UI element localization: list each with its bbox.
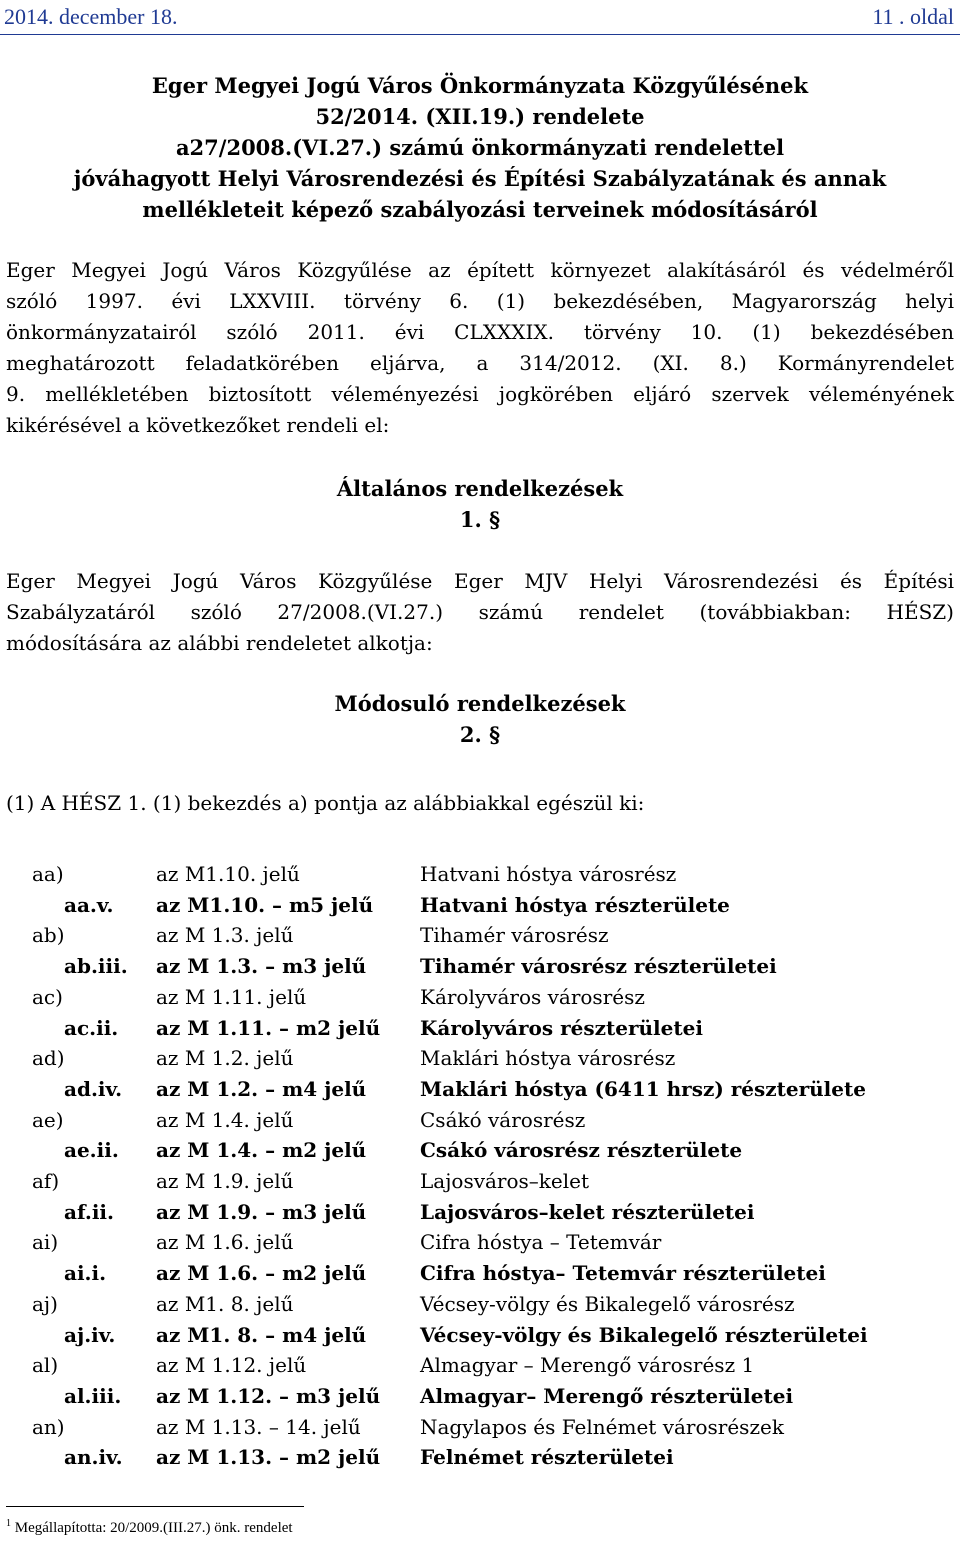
row-name: Cifra hóstya– Tetemvár részterületei: [420, 1261, 826, 1286]
preamble-line: 9. mellékletében biztosított véleményezési jogkörében eljáró szervek véleményének: [6, 382, 954, 406]
section-number-text: 2.: [459, 722, 490, 747]
row-name: Felnémet részterületei: [420, 1445, 674, 1470]
row-name: Csákó városrész részterülete: [420, 1138, 743, 1163]
row-code: az M 1.13. – m2 jelű: [156, 1445, 381, 1470]
row-code: az M 1.12. jelű: [156, 1353, 307, 1378]
row-name: Csákó városrész: [420, 1107, 586, 1132]
row-id: ad): [32, 1046, 65, 1071]
row-code: az M 1.12. – m3 jelű: [156, 1383, 381, 1408]
row-code: az M1. 8. jelű: [156, 1291, 294, 1316]
preamble-line: szóló 1997. évi LXXVIII. törvény 6. (1) bekezdésében, Magyarország helyi: [6, 289, 954, 313]
section-1-heading: Általános rendelkezések: [336, 476, 624, 501]
row-id: al): [32, 1353, 59, 1378]
row-code: az M1.10. – m5 jelű: [156, 892, 374, 917]
row-name: Lajosváros–kelet: [420, 1169, 590, 1193]
section-number-text: 1.: [459, 507, 490, 532]
footnote-mark: 1: [6, 1518, 11, 1529]
header-date: 2014. december 18.: [4, 4, 178, 29]
row-code: az M 1.6. jelű: [156, 1230, 294, 1255]
row-code: az M 1.9. jelű: [156, 1169, 294, 1193]
row-code: az M 1.13. – 14. jelű: [156, 1414, 361, 1439]
header-divider: [0, 34, 960, 35]
row-name: Károlyváros városrész: [420, 984, 645, 1009]
row-code: az M1. 8. – m4 jelű: [156, 1322, 367, 1347]
row-code: az M 1.11. – m2 jelű: [156, 1015, 381, 1040]
paragraph-line: Eger Megyei Jogú Város Közgyűlése Eger MJV Helyi Városrendezési és Építési: [6, 569, 954, 593]
footnote-text: Megállapította: 20/2009.(III.27.) önk. rendelet: [11, 1520, 293, 1536]
row-name: Lajosváros–kelet részterületei: [420, 1199, 755, 1224]
row-id: ae.ii.: [64, 1138, 119, 1163]
row-id: af.ii.: [64, 1199, 114, 1224]
row-id: ad.iv.: [64, 1076, 123, 1101]
row-name: Maklári hóstya (6411 hrsz) részterülete: [420, 1076, 866, 1101]
row-name: Tihamér városrész részterületei: [420, 954, 777, 979]
row-id: aj.iv.: [64, 1322, 116, 1347]
paragraph-line: módosítására az alábbi rendeletet alkotja:: [6, 631, 433, 655]
row-name: Maklári hóstya városrész: [420, 1046, 676, 1071]
title-line: jóváhagyott Helyi Városrendezési és Építési Szabályzatának és annak: [73, 166, 887, 191]
row-id: ab.iii.: [64, 954, 128, 979]
preamble-paragraph: [6, 255, 954, 441]
row-code: az M 1.11. jelű: [156, 984, 307, 1009]
preamble-line: kikérésével a következőket rendeli el:: [6, 413, 390, 437]
row-name: Almagyar – Merengő városrész 1: [420, 1353, 755, 1378]
preamble-line: meghatározott feladatkörében eljárva, a 314/2012. (XI. 8.) Kormányrendelet: [6, 351, 954, 375]
row-name: Károlyváros részterületei: [420, 1015, 703, 1040]
row-id: al.iii.: [64, 1383, 122, 1408]
row-code: az M 1.2. jelű: [156, 1046, 294, 1071]
row-code: az M 1.2. – m4 jelű: [156, 1076, 367, 1101]
row-id: ae): [32, 1107, 64, 1132]
row-id: aa): [32, 862, 64, 886]
row-id: ab): [32, 923, 65, 948]
row-name: Tihamér városrész: [420, 923, 609, 948]
row-id: ai.i.: [64, 1261, 107, 1286]
section-sign-icon: §: [489, 722, 501, 747]
row-code: az M 1.9. – m3 jelű: [156, 1199, 367, 1224]
title-line: Eger Megyei Jogú Város Önkormányzata Közgyűlésének: [151, 73, 809, 98]
row-id: aj): [32, 1291, 58, 1316]
footnote-divider: [6, 1506, 304, 1507]
row-name: Vécsey-völgy és Bikalegelő városrész: [420, 1291, 795, 1316]
row-code: az M 1.4. – m2 jelű: [156, 1138, 367, 1163]
title-line: mellékleteit képező szabályozási terveinek módosításáról: [142, 197, 818, 222]
row-name: Hatvani hóstya részterülete: [420, 892, 730, 917]
row-name: Almagyar– Merengő részterületei: [420, 1383, 794, 1408]
row-code: az M 1.6. – m2 jelű: [156, 1261, 367, 1286]
row-name: Nagylapos és Felnémet városrészek: [420, 1414, 784, 1439]
title-line: 52/2014. (XII.19.) rendelete: [315, 104, 645, 129]
header-page-number: 11 . oldal: [872, 4, 954, 29]
row-name: Hatvani hóstya városrész: [420, 862, 677, 886]
row-code: az M 1.4. jelű: [156, 1107, 294, 1132]
row-code: az M1.10. jelű: [156, 862, 300, 886]
row-name: Vécsey-völgy és Bikalegelő részterületei: [420, 1322, 868, 1347]
row-code: az M 1.3. – m3 jelű: [156, 954, 367, 979]
page-header: [0, 0, 960, 40]
footnote: [6, 1518, 293, 1537]
row-id: an): [32, 1414, 65, 1439]
subsection-intro: (1) A HÉSZ 1. (1) bekezdés a) pontja az alábbiakkal egészül ki:: [6, 791, 645, 815]
section-2-heading: Módosuló rendelkezések: [334, 691, 626, 716]
document-title: [0, 70, 960, 225]
row-id: ac): [32, 984, 63, 1009]
row-id: an.iv.: [64, 1445, 123, 1470]
row-code: az M 1.3. jelű: [156, 923, 294, 948]
preamble-line: Eger Megyei Jogú Város Közgyűlése az épített környezet alakításáról és védelméről: [6, 258, 954, 282]
preamble-line: önkormányzatairól szóló 2011. évi CLXXXIX. törvény 10. (1) bekezdésében: [6, 320, 954, 344]
title-line: a27/2008.(VI.27.) számú önkormányzati rendelettel: [175, 135, 785, 160]
row-id: af): [32, 1169, 60, 1193]
paragraph-1: [6, 566, 954, 659]
row-id: aa.v.: [64, 892, 114, 917]
row-id: ai): [32, 1230, 59, 1255]
paragraph-line: Szabályzatáról szóló 27/2008.(VI.27.) számú rendelet (továbbiakban: HÉSZ): [6, 600, 954, 624]
row-name: Cifra hóstya – Tetemvár: [420, 1230, 662, 1255]
row-id: ac.ii.: [64, 1015, 119, 1040]
section-2-number: [0, 719, 960, 750]
section-sign-icon: §: [489, 507, 501, 532]
section-1-number: [0, 504, 960, 535]
